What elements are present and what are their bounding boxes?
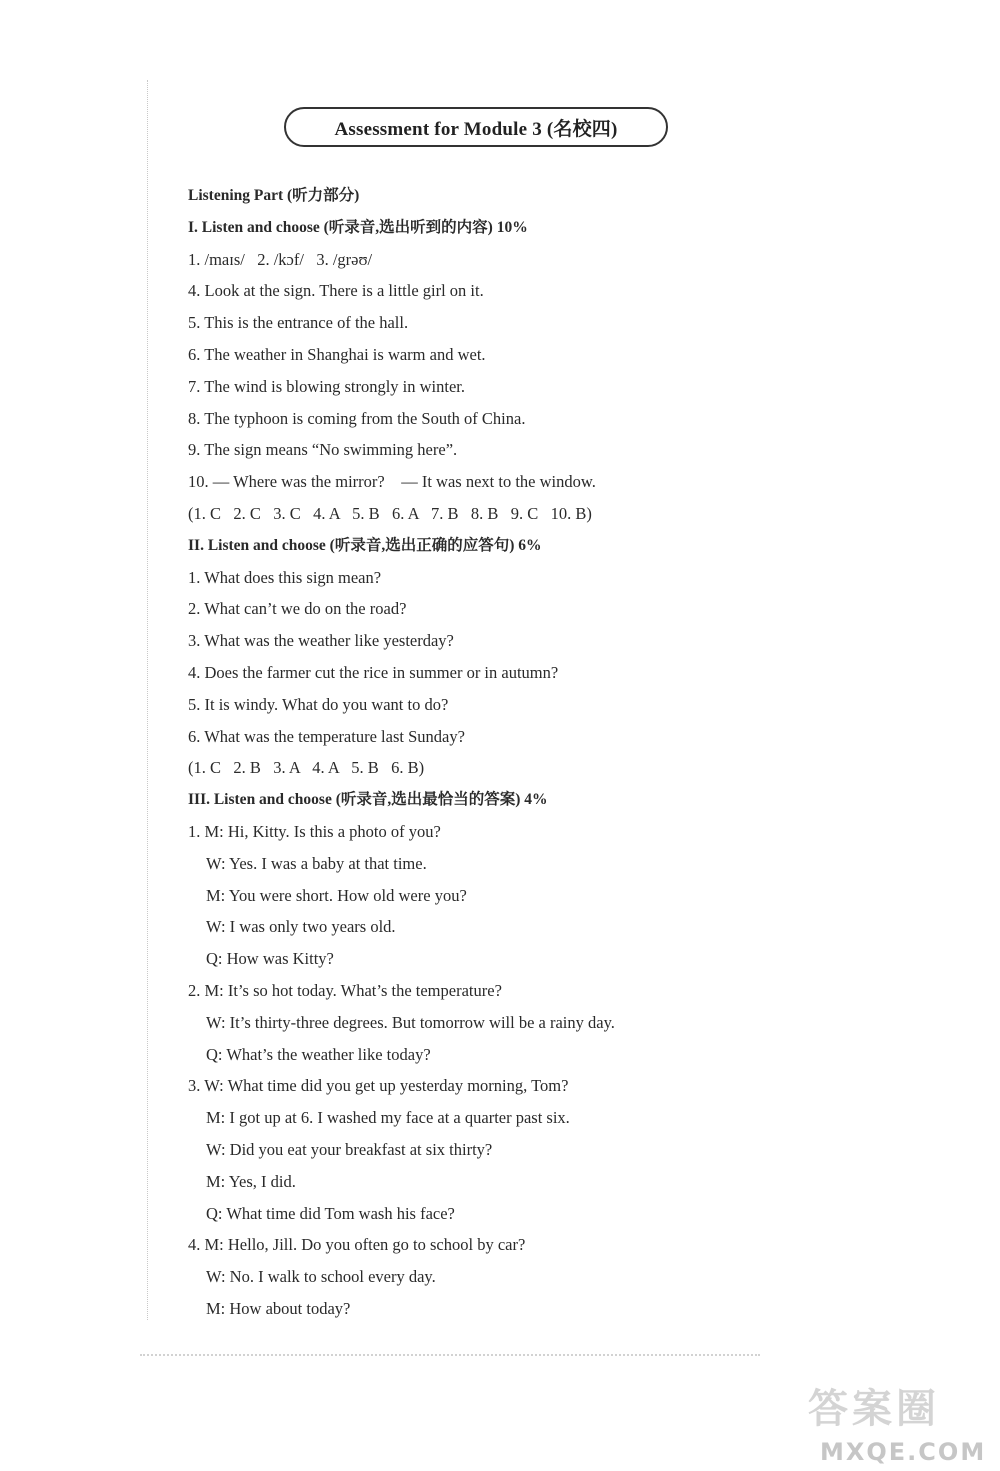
text-line: Q: What time did Tom wash his face?	[206, 1203, 455, 1223]
section-heading: II. Listen and choose (听录音,选出正确的应答句) 6%	[188, 536, 542, 554]
text-line: W: Yes. I was a baby at that time.	[206, 853, 427, 873]
text-line: (1. C 2. C 3. C 4. A 5. B 6. A 7. B 8. B 9. C 10. B)	[188, 503, 592, 523]
text-line: 4. M: Hello, Jill. Do you often go to school by car?	[188, 1235, 526, 1255]
text-line: 9. The sign means “No swimming here”.	[188, 440, 458, 460]
text-line: (1. C 2. B 3. A 4. A 5. B 6. B)	[188, 758, 425, 778]
text-line: 5. This is the entrance of the hall.	[188, 313, 409, 333]
text-line: M: I got up at 6. I washed my face at a quarter past six.	[206, 1108, 570, 1128]
text-line: 1. /maɪs/ 2. /kɔf/ 3. /grəʊ/	[188, 249, 373, 269]
bottom-rule	[140, 1354, 760, 1356]
text-line: 6. What was the temperature last Sunday?	[188, 726, 465, 746]
text-line: Q: What’s the weather like today?	[206, 1044, 431, 1064]
text-line: W: Did you eat your breakfast at six thirty?	[206, 1139, 493, 1159]
watermark-logo	[808, 1385, 998, 1471]
text-line: M: Yes, I did.	[206, 1171, 296, 1191]
text-line: 8. The typhoon is coming from the South of China.	[188, 408, 526, 428]
text-line: 4. Does the farmer cut the rice in summer or in autumn?	[188, 662, 559, 682]
text-line: 3. What was the weather like yesterday?	[188, 631, 454, 651]
text-line: 10. — Where was the mirror? — It was next to the window.	[188, 472, 596, 492]
section-heading: Listening Part (听力部分)	[188, 187, 360, 204]
text-line: 6. The weather in Shanghai is warm and wet.	[188, 344, 486, 364]
text-line: M: How about today?	[206, 1298, 351, 1318]
margin-rule	[147, 80, 148, 1320]
text-line: 5. It is windy. What do you want to do?	[188, 694, 449, 714]
watermark-text-top: 答案圈	[808, 1386, 940, 1432]
text-line: W: It’s thirty-three degrees. But tomorrow will be a rainy day.	[206, 1012, 615, 1032]
text-line: W: I was only two years old.	[206, 917, 396, 937]
text-line: 3. W: What time did you get up yesterday morning, Tom?	[188, 1076, 569, 1096]
text-line: 4. Look at the sign. There is a little girl on it.	[188, 281, 484, 301]
text-line: W: No. I walk to school every day.	[206, 1267, 436, 1287]
text-line: M: You were short. How old were you?	[206, 885, 467, 905]
content-body	[188, 180, 808, 1325]
text-line: Q: How was Kitty?	[206, 949, 334, 969]
page-title: Assessment for Module 3 (名校四)	[334, 118, 618, 140]
section-heading: I. Listen and choose (听录音,选出听到的内容) 10%	[188, 218, 528, 236]
section-heading: III. Listen and choose (听录音,选出最恰当的答案) 4%	[188, 791, 548, 809]
text-line: 1. M: Hi, Kitty. Is this a photo of you?	[188, 821, 441, 841]
title-box	[284, 107, 668, 147]
text-line: 7. The wind is blowing strongly in winter.	[188, 376, 465, 396]
text-line: 2. M: It’s so hot today. What’s the temperature?	[188, 980, 502, 1000]
text-line: 1. What does this sign mean?	[188, 567, 382, 587]
text-line: 2. What can’t we do on the road?	[188, 599, 407, 619]
watermark-text-bottom: MXQE.COM	[820, 1438, 987, 1466]
